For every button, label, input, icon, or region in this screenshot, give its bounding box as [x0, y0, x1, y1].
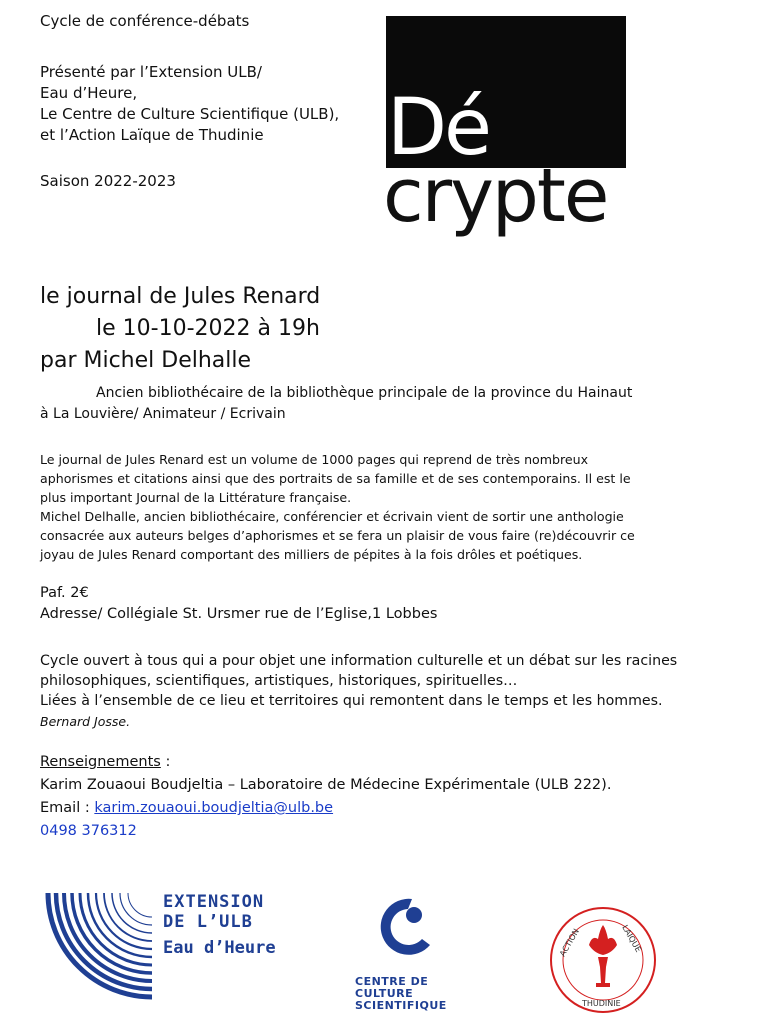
- email-link[interactable]: karim.zouaoui.boudjeltia@ulb.be: [94, 800, 334, 816]
- author-signature: Bernard Josse.: [40, 714, 131, 729]
- presented-line: et l’Action Laïque de Thudinie: [40, 126, 264, 144]
- event-description: [40, 450, 740, 564]
- event-speaker: par Michel Delhalle: [40, 348, 252, 373]
- description-line: consacrée aux auteurs belges d’aphorismes et se fera un plaisir de vous faire (re)découvrir ce: [40, 528, 635, 543]
- event-date: le 10-10-2022 à 19h: [96, 316, 320, 341]
- season: Saison 2022-2023: [40, 172, 176, 190]
- ccs-line: SCIENTIFIQUE: [355, 999, 447, 1012]
- contact-heading-label: Renseignements: [40, 754, 161, 770]
- entry-fee: Paf. 2€: [40, 585, 89, 601]
- extension-ulb-name: [163, 892, 264, 932]
- cycle-line: Liées à l’ensemble de ce lieu et territoires qui remontent dans le temps et les hommes.: [40, 693, 663, 709]
- decrypte-logo-bottom: crypte: [383, 153, 608, 239]
- laique-arc-right: LAIQUE: [620, 923, 643, 954]
- ccs-logo-icon: [372, 893, 438, 965]
- ccs-line: CENTRE DE: [355, 975, 429, 988]
- extension-ulb-logo-icon: [40, 893, 152, 1005]
- extension-ulb-sub: Eau d’Heure: [163, 938, 276, 958]
- address: Adresse/ Collégiale St. Ursmer rue de l’Eglise,1 Lobbes: [40, 606, 438, 622]
- cycle-description: [40, 651, 740, 711]
- event-title: le journal de Jules Renard: [40, 284, 321, 309]
- ccs-line: CULTURE: [355, 987, 414, 1000]
- speaker-role-cont: à La Louvière/ Animateur / Ecrivain: [40, 406, 286, 422]
- description-line: joyau de Jules Renard comportant des milliers de pépites à la fois drôles et poétiques.: [40, 547, 583, 562]
- extension-line: EXTENSION: [163, 892, 265, 912]
- presented-line: Eau d’Heure,: [40, 84, 138, 102]
- cycle-line: Cycle ouvert à tous qui a pour objet une information culturelle et un débat sur les racines: [40, 653, 678, 669]
- contact-phone: 0498 376312: [40, 823, 137, 839]
- presented-by: [40, 62, 339, 146]
- description-line: Michel Delhalle, ancien bibliothécaire, conférencier et écrivain vient de sortir une anthologie: [40, 509, 624, 524]
- presented-line: Le Centre de Culture Scientifique (ULB),: [40, 105, 340, 123]
- description-line: plus important Journal de la Littérature française.: [40, 490, 352, 505]
- email-label: Email :: [40, 800, 95, 816]
- description-line: Le journal de Jules Renard est un volume de 1000 pages qui reprend de très nombreux: [40, 452, 589, 467]
- laique-arc-left: ACTION: [557, 927, 581, 958]
- decrypte-logo-top: Dé: [387, 83, 490, 173]
- cycle-heading: Cycle de conférence-débats: [40, 12, 250, 30]
- contact-person: Karim Zouaoui Boudjeltia – Laboratoire de Médecine Expérimentale (ULB 222).: [40, 777, 612, 793]
- laique-bottom: THUDINIE: [582, 999, 621, 1008]
- contact-email-row: [40, 800, 333, 816]
- presented-line: Présenté par l’Extension ULB/: [40, 63, 262, 81]
- extension-line: DE L’ULB: [163, 912, 253, 932]
- action-laique-logo-icon: [548, 905, 658, 1015]
- cycle-line: philosophiques, scientifiques, artistiques, historiques, spirituelles…: [40, 673, 518, 689]
- ccs-name: [355, 976, 447, 1012]
- speaker-role: Ancien bibliothécaire de la bibliothèque principale de la province du Hainaut: [96, 385, 633, 401]
- description-line: aphorismes et citations ainsi que des portraits de sa famille et de ses contemporains. Il est le: [40, 471, 631, 486]
- contact-heading-colon: :: [160, 754, 171, 770]
- contact-heading: [40, 754, 170, 770]
